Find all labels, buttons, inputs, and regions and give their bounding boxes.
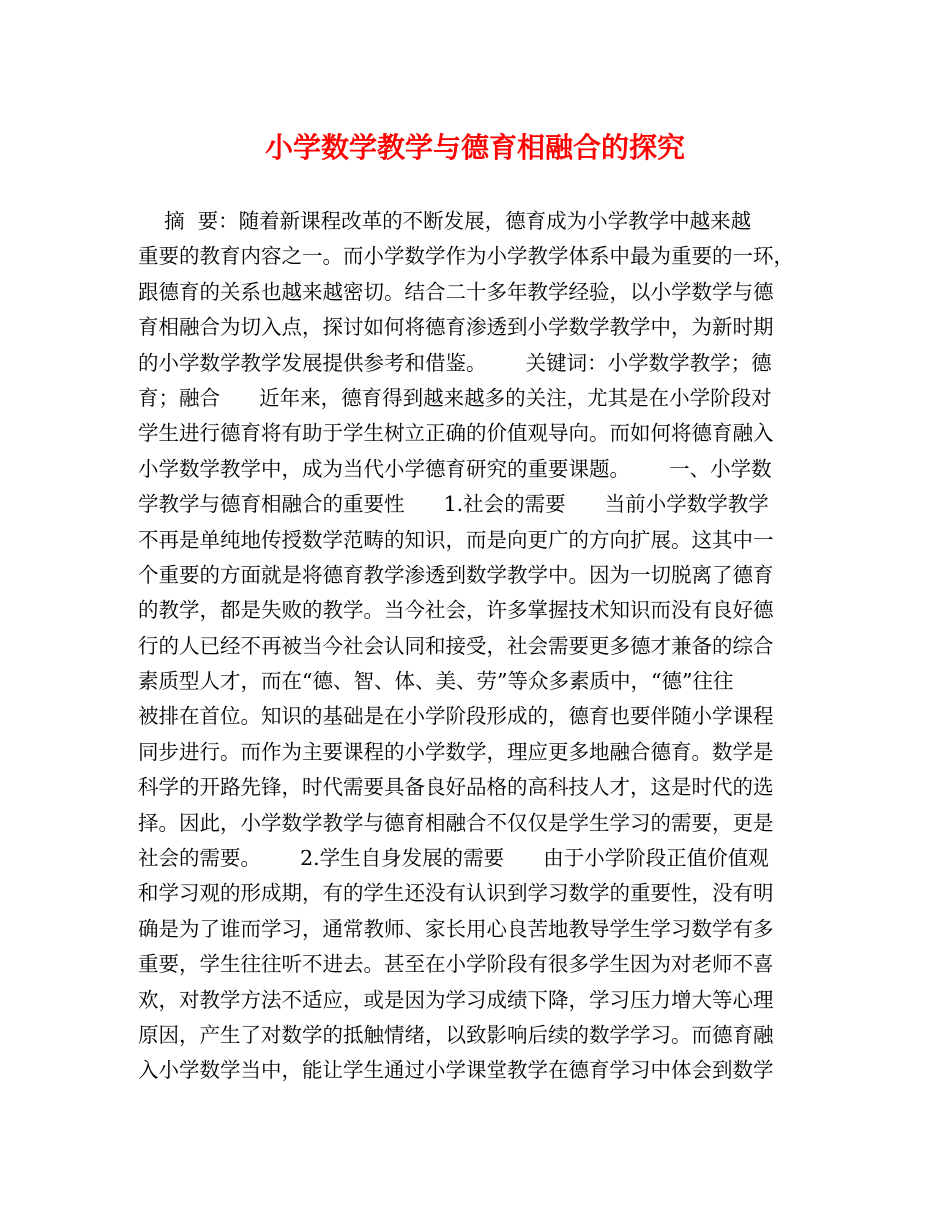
body-line: 素质型人才，而在“德、智、体、美、劳”等众多素质中，“德”往往 <box>138 669 734 694</box>
body-line: 社会的需要。 2.学生自身发展的需要 由于小学阶段正值价值观 <box>138 846 769 871</box>
document-title: 小学数学教学与德育相融合的探究 <box>264 131 685 164</box>
body-line: 育；融合 近年来，德育得到越来越多的关注，尤其是在小学阶段对 <box>138 385 772 410</box>
body-line: 不再是单纯地传授数学范畴的知识，而是向更广的方向扩展。这其中一 <box>138 527 774 552</box>
body-line: 重要的教育内容之一。而小学数学作为小学教学体系中最为重要的一环， <box>138 244 794 269</box>
body-line: 重要，学生往往听不进去。甚至在小学阶段有很多学生因为对老师不喜 <box>138 952 774 977</box>
body-line: 科学的开路先锋，时代需要具备良好品格的高科技人才，这是时代的选 <box>138 775 774 800</box>
body-line: 跟德育的关系也越来越密切。结合二十多年教学经验，以小学数学与德 <box>138 279 774 304</box>
body-line: 个重要的方面就是将德育教学渗透到数学教学中。因为一切脱离了德育 <box>138 562 774 587</box>
body-line: 的教学，都是失败的教学。当今社会，许多掌握技术知识而没有良好德 <box>138 598 774 623</box>
body-line: 摘 要：随着新课程改革的不断发展，德育成为小学教学中越来越 <box>138 209 752 233</box>
body-line: 入小学数学当中，能让学生通过小学课堂教学在德育学习中体会到数学 <box>138 1058 774 1083</box>
body-line: 学生进行德育将有助于学生树立正确的价值观导向。而如何将德育融入 <box>138 421 774 446</box>
body-line: 行的人已经不再被当今社会认同和接受，社会需要更多德才兼备的综合 <box>138 633 774 658</box>
body-line: 小学数学教学中，成为当代小学德育研究的重要课题。 一、小学数 <box>138 456 772 481</box>
body-line: 确是为了谁而学习，通常教师、家长用心良苦地教导学生学习数学有多 <box>138 916 774 941</box>
body-line: 和学习观的形成期，有的学生还没有认识到学习数学的重要性，没有明 <box>138 881 774 906</box>
body-line: 欢，对教学方法不适应，或是因为学习成绩下降，学习压力增大等心理 <box>138 987 774 1012</box>
body-line: 的小学数学教学发展提供参考和借鉴。 关键词：小学数学教学；德 <box>138 350 772 375</box>
body-line: 学教学与德育相融合的重要性 1.社会的需要 当前小学数学教学 <box>138 492 769 517</box>
document-body <box>138 204 818 1089</box>
body-line: 同步进行。而作为主要课程的小学数学，理应更多地融合德育。数学是 <box>138 739 774 764</box>
body-line: 被排在首位。知识的基础是在小学阶段形成的，德育也要伴随小学课程 <box>138 704 774 729</box>
body-line: 择。因此，小学数学教学与德育相融合不仅仅是学生学习的需要，更是 <box>138 810 774 835</box>
body-line: 育相融合为切入点，探讨如何将德育渗透到小学数学教学中，为新时期 <box>138 315 774 340</box>
body-line: 原因，产生了对数学的抵触情绪，以致影响后续的数学学习。而德育融 <box>138 1022 774 1047</box>
